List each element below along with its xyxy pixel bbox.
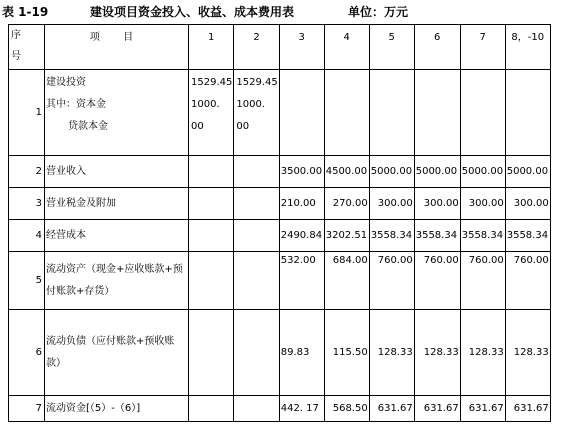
investment-table (8, 24, 551, 422)
value-cell (505, 70, 550, 156)
value-cell: 5000.00 (460, 156, 505, 188)
value-cell: 210.00 (279, 188, 324, 220)
value-cell (369, 70, 414, 156)
header-item: 项 目 (45, 25, 189, 70)
value-cell: 3558.34 (414, 220, 460, 252)
value-cell: 631.67 (369, 396, 414, 422)
row-index: 6 (9, 310, 45, 396)
value-cell: 270.00 (324, 188, 369, 220)
table-title: 建设项目资金投入、收益、成本费用表 (90, 5, 295, 19)
value-cell: 3558.34 (505, 220, 550, 252)
value-cell: 300.00 (369, 188, 414, 220)
value-cell: 300.00 (460, 188, 505, 220)
row-index: 1 (9, 70, 45, 156)
value-cell (234, 396, 279, 422)
table-caption (2, 3, 557, 21)
table-row (9, 252, 551, 310)
header-year-3: 3 (279, 25, 324, 70)
row-index: 2 (9, 156, 45, 188)
table-row (9, 220, 551, 252)
value-cell: 684.00 (324, 252, 369, 310)
row-index: 3 (9, 188, 45, 220)
row-item: 流动负债（应付账款+预收账款） (45, 310, 189, 396)
row-index: 4 (9, 220, 45, 252)
value-cell: 300.00 (505, 188, 550, 220)
value-cell (279, 70, 324, 156)
row-item (45, 70, 189, 156)
table-row (9, 188, 551, 220)
value-cell (234, 310, 279, 396)
value-cell: 442. 17 (279, 396, 324, 422)
value-cell: 4500.00 (324, 156, 369, 188)
header-year-8-10: 8，-10 (505, 25, 550, 70)
header-seq (9, 25, 45, 70)
value-cell: 3558.34 (369, 220, 414, 252)
item-line: 贷款本金 (68, 121, 108, 132)
table-number: 表 1-19 (2, 5, 49, 19)
row-item: 营业税金及附加 (45, 188, 189, 220)
row-index: 7 (9, 396, 45, 422)
table-unit: 单位：万元 (348, 5, 409, 19)
value-cell (414, 70, 460, 156)
value-line: 00 (191, 121, 204, 132)
header-year-7: 7 (460, 25, 505, 70)
value-cell (189, 188, 234, 220)
value-cell (324, 70, 369, 156)
value-cell: 128.33 (505, 310, 550, 396)
value-line: 1529.45 (236, 77, 278, 88)
value-cell: 5000.00 (505, 156, 550, 188)
value-cell: 760.00 (460, 252, 505, 310)
value-line: 1000. (236, 99, 265, 110)
value-cell: 760.00 (505, 252, 550, 310)
value-cell: 631.67 (505, 396, 550, 422)
value-cell: 631.67 (460, 396, 505, 422)
value-cell (189, 220, 234, 252)
value-cell: 3202.51 (324, 220, 369, 252)
header-seq-line2: 号 (11, 51, 21, 62)
value-cell: 532.00 (279, 252, 324, 310)
row-item: 流动资产（现金+应收账款+预付账款+存货） (45, 252, 189, 310)
header-seq-line1: 序 (11, 30, 21, 41)
value-line: 00 (236, 121, 250, 132)
row-item: 经营成本 (45, 220, 189, 252)
row-item: 营业收入 (45, 156, 189, 188)
row-item: 流动资金[（5）-（6）] (45, 396, 189, 422)
value-cell: 760.00 (414, 252, 460, 310)
header-year-1: 1 (189, 25, 234, 70)
item-line: 其中：资本金 (46, 99, 106, 110)
value-cell (234, 70, 279, 156)
table-row (9, 310, 551, 396)
value-cell: 631.67 (414, 396, 460, 422)
table-row (9, 396, 551, 422)
value-cell: 128.33 (414, 310, 460, 396)
value-cell: 760.00 (369, 252, 414, 310)
value-cell (460, 70, 505, 156)
value-line: 1529.45 (191, 77, 233, 88)
value-cell (189, 70, 234, 156)
row-index: 5 (9, 252, 45, 310)
value-line: 1000. (191, 99, 220, 110)
table-row (9, 70, 551, 156)
value-cell (234, 156, 279, 188)
value-cell: 5000.00 (414, 156, 460, 188)
header-year-2: 2 (234, 25, 279, 70)
value-cell (234, 252, 279, 310)
value-cell (189, 396, 234, 422)
value-cell (189, 310, 234, 396)
value-cell (189, 156, 234, 188)
table-row (9, 156, 551, 188)
header-row (9, 25, 551, 70)
value-cell (189, 252, 234, 310)
value-cell: 300.00 (414, 188, 460, 220)
value-cell: 115.50 (324, 310, 369, 396)
value-cell: 5000.00 (369, 156, 414, 188)
value-cell: 3500.00 (279, 156, 324, 188)
item-line: 建设投资 (46, 77, 86, 88)
header-year-4: 4 (324, 25, 369, 70)
value-cell: 2490.84 (279, 220, 324, 252)
value-cell: 568.50 (324, 396, 369, 422)
value-cell: 128.33 (369, 310, 414, 396)
value-cell: 128.33 (460, 310, 505, 396)
value-cell: 89.83 (279, 310, 324, 396)
value-cell: 3558.34 (460, 220, 505, 252)
header-year-6: 6 (414, 25, 460, 70)
value-cell (234, 220, 279, 252)
value-cell (234, 188, 279, 220)
header-year-5: 5 (369, 25, 414, 70)
